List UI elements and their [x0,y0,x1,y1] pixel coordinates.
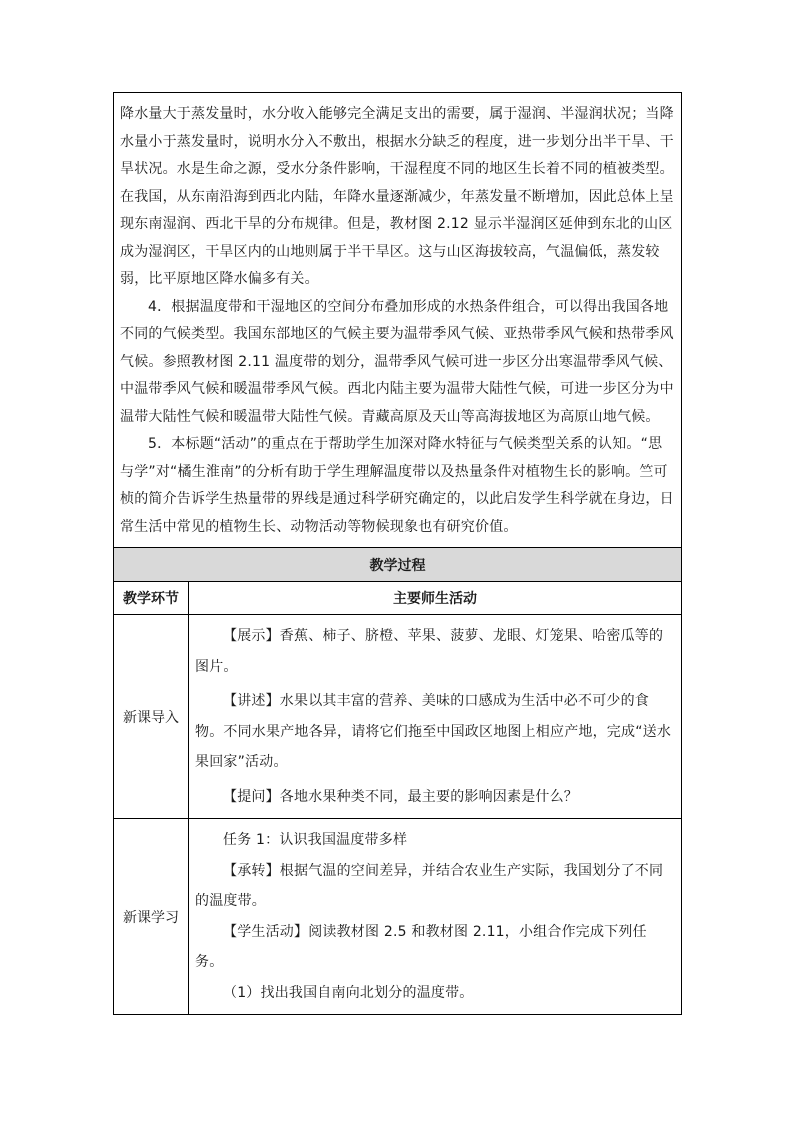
column-header-row [114,582,682,615]
activity-paragraph: 【展示】香蕉、柿子、脐橙、苹果、菠萝、龙眼、灯笼果、哈密瓜等的图片。 [195,628,664,675]
lesson-plan-page [113,92,681,1015]
table-row [114,615,682,819]
activity-cell-intro [189,615,682,819]
activity-paragraph: 【讲述】水果以其丰富的营养、美味的口感成为生活中必不可少的食物。不同水果产地各异，请将它们拖至中国政区地图上相应产地，完成“送水果回家”活动。 [195,693,672,770]
task-title: 任务 1：认识我国温度带多样 [223,832,408,848]
activity-paragraph: 【提问】各地水果种类不同，最主要的影响因素是什么？ [223,788,578,805]
stage-cell-intro: 新课导入 [114,615,189,819]
activity-paragraph: 【学生活动】阅读教材图 2.5 和教材图 2.11，小组合作完成下列任务。 [195,923,647,970]
background-row [114,93,682,548]
activity-column-header: 主要师生活动 [189,582,682,615]
activity-paragraph: （1）找出我国自南向北划分的温度带。 [223,984,474,1001]
table-row [114,819,682,1015]
stage-column-header: 教学环节 [114,582,189,615]
section-title: 教学过程 [114,548,682,582]
background-paragraph-3: 5．本标题“活动”的重点在于帮助学生加深对降水特征与气候类型关系的认知。“思与学”对“橘生淮南”的分析有助于学生理解温度带以及热量条件对植物生长的影响。竺可桢的简介告诉学生热量带的界线是通过科学研究确定的，以此启发学生科学就在身边，日常生活中常见的植物生长、动物活动等物候现象也有研究价值。 [120,436,674,535]
lesson-plan-table [113,92,682,1015]
background-paragraph-1: 降水量大于蒸发量时，水分收入能够完全满足支出的需要，属于湿润、半湿润状况；当降水量小于蒸发量时，说明水分入不敷出，根据水分缺乏的程度，进一步划分出半干旱、干旱状况。水是生命之源，受水分条件影响，干湿程度不同的地区生长着不同的植被类型。在我国，从东南沿海到西北内陆，年降水量逐渐减少，年蒸发量不断增加，因此总体上呈现东南湿润、西北干旱的分布规律。但是，教材图 2.12 显示半湿润区延伸到东北的山区成为湿润区，干旱区内的山地则属于半干旱区。这与山区海拔较高，气温偏低，蒸发较弱，比平原地区降水偏多有关。 [120,106,674,287]
stage-cell-study: 新课学习 [114,819,189,1015]
activity-paragraph: 【承转】根据气温的空间差异，并结合农业生产实际，我国划分了不同的温度带。 [195,862,664,909]
background-cell [114,93,682,548]
background-paragraph-2: 4．根据温度带和干湿地区的空间分布叠加形成的水热条件组合，可以得出我国各地不同的气候类型。我国东部地区的气候主要为温带季风气候、亚热带季风气候和热带季风气候。参照教材图 2.11 温度带的划分，温带季风气候可进一步区分出寒温带季风气候、中温带季风气候和暖温带季风气候。西北内陆主要为温带大陆性气候，可进一步区分为中温带大陆性气候和暖温带大陆性气候。青藏高原及天山等高海拔地区为高原山地气候。 [120,298,674,425]
section-header-row [114,548,682,582]
activity-cell-study [189,819,682,1015]
